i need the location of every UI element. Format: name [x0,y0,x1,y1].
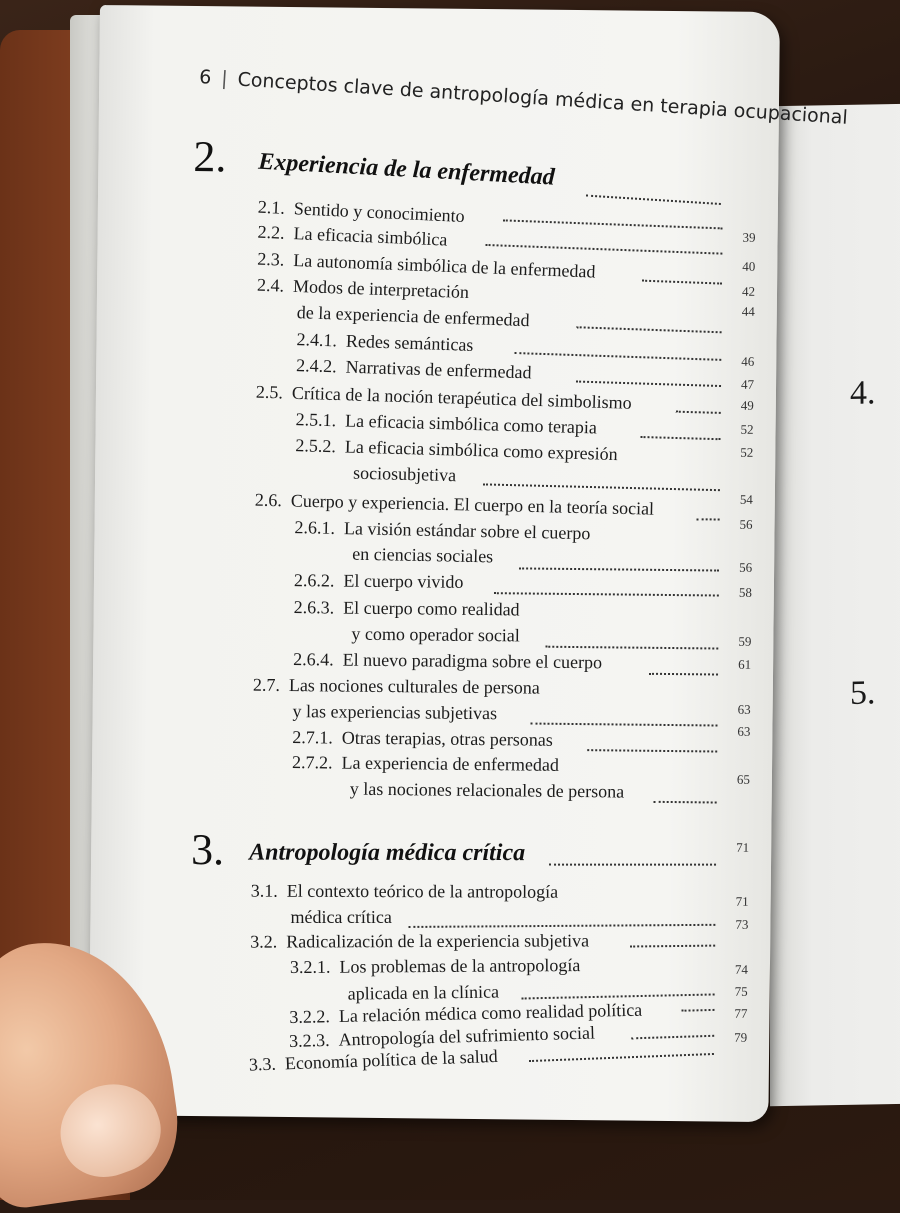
chapter-2-number: 2. [193,131,227,182]
toc-page-2-6-4: 61 [738,656,752,672]
toc-page-2-2: 40 [742,258,756,274]
toc-leader [631,1035,714,1040]
toc-entry-2-5-2: 2.5.2. La eficacia simbólica como expresión [295,435,618,465]
toc-entry-2-6-1: 2.6.1. La visión estándar sobre el cuerpo [294,517,591,544]
toc-entry-2-6-2: 2.6.2. El cuerpo vivido [293,570,464,592]
toc-entry-2-1: 2.1. Sentido y conocimiento [257,196,466,227]
toc-leader [576,380,721,387]
toc-leader [408,924,715,928]
toc-leader [649,673,718,676]
toc-page-2-4: 44 [741,303,755,319]
toc-leader [587,749,717,752]
book-page [88,5,849,1122]
toc-page-2-5-2: 52 [740,444,754,460]
toc-page-2-7: 63 [737,701,751,717]
toc-leader [640,436,720,440]
toc-entry-3-3: 3.3. Economía política de la salud [248,1045,499,1075]
toc-page-2-6-3: 59 [738,633,752,649]
toc-entry-2-4-2: 2.4.2. Narrativas de enfermedad [295,355,532,383]
toc-leader [522,993,715,999]
right-chapter-4: 4. [850,374,876,412]
toc-entry-2-4-1: 2.4.1. Redes semánticas [296,329,474,355]
chapter-2-title: Experiencia de la enfermedad [257,148,556,191]
toc-entry-3-2: 3.2. Radicalización de la experiencia subjetiva [250,930,590,952]
toc-entry-2-7-2-cont: y las nociones relacionales de persona [349,778,625,802]
toc-page-2-7-2: 65 [736,771,751,787]
right-chapter-5: 5. [850,674,876,712]
toc-page-3-3: 79 [734,1029,748,1045]
toc-page-2-4-2: 47 [740,376,755,392]
header-page-number: 6 [198,66,213,89]
toc-entry-2-5-2-cont: sociosubjetiva [352,462,457,486]
toc-leader [676,411,721,414]
toc-page-3-2-1: 74 [734,961,749,977]
toc-leader [654,801,717,804]
toc-page-3-2-3: 77 [734,1005,748,1021]
toc-leader [577,326,722,333]
toc-leader [681,1009,714,1012]
toc-entry-2-7: 2.7. Las nociones culturales de persona [252,674,540,698]
toc-page-2-6: 54 [739,491,753,507]
toc-entry-2-6-3-cont: y como operador social [351,623,520,646]
toc-entry-3-2-2: 3.2.2. La relación médica como realidad política [289,999,643,1028]
toc-leader [494,592,719,596]
toc-page-2-7-1: 63 [737,723,751,739]
toc-page-2-6-1: 56 [739,559,753,575]
toc-entry-2-6-4: 2.6.4. El nuevo paradigma sobre el cuerpo [293,649,603,673]
toc-entry-2-5: 2.5. Crítica de la noción terapéutica del simbolismo [255,381,633,413]
toc-leader [697,518,720,520]
toc-leader [503,219,723,229]
toc-page-3-2-2: 75 [734,983,748,999]
toc-entry-2-3: 2.3. La autonomía simbólica de la enfermedad [256,248,596,282]
toc-entry-2-4: 2.4. Modos de interpretación [256,274,470,303]
toc-entry-3-2-1: 3.2.1. Los problemas de la antropología [289,955,581,978]
toc-entry-2-6-3: 2.6.3. El cuerpo como realidad [293,597,520,620]
toc-entry-2-2: 2.2. La eficacia simbólica [257,221,448,250]
toc-page-2-6-2: 58 [738,584,752,600]
toc-page-2-4-1: 46 [741,353,755,369]
toc-page-3-2: 73 [735,916,749,932]
toc-entry-3-2-3: 3.2.3. Antropología del sufrimiento social [288,1022,596,1052]
toc-entry-3-1: 3.1. El contexto teórico de la antropología [250,880,559,902]
toc-page-extra: 56 [739,516,753,532]
table-of-contents [88,5,780,1122]
chapter-3-page: 71 [736,839,750,855]
toc-page-2-3: 42 [741,283,756,299]
toc-entry-2-7-2: 2.7.2. La experiencia de enfermedad [291,752,560,775]
toc-leader [530,723,717,727]
toc-leader [545,646,718,650]
chapter-3-number: 3. [190,825,225,875]
toc-entry-2-4-cont: de la experiencia de enfermedad [296,302,530,331]
toc-page-2-5: 49 [740,397,754,413]
toc-entry-3-1-cont: médica crítica [290,907,392,928]
toc-leader [483,483,720,491]
header-book-title: Conceptos clave de antropología médica en terapia ocupacional [236,68,849,129]
toc-leader [486,244,723,255]
chapter-3-leader [549,864,716,866]
chapter-3-title: Antropología médica crítica [249,839,526,867]
toc-page-2-1: 39 [742,229,756,245]
toc-entry-2-7-cont: y las experiencias subjetivas [292,701,498,724]
toc-entry-3-2-1-cont: aplicada en la clínica [347,981,500,1004]
toc-entry-2-6: 2.6. Cuerpo y experiencia. El cuerpo en la teoría social [254,489,655,519]
toc-entry-2-6-1-cont: en ciencias sociales [352,543,494,567]
toc-leader [519,567,719,571]
toc-leader [514,352,721,361]
toc-entry-2-7-1: 2.7.1. Otras terapias, otras personas [292,727,553,750]
toc-leader [630,945,715,948]
chapter-2-leader [586,195,721,205]
toc-entry-2-5-1: 2.5.1. La eficacia simbólica como terapia [295,409,598,438]
toc-leader [642,280,722,285]
right-page [770,104,900,1106]
toc-page-2-5-1: 52 [740,421,754,437]
toc-leader [529,1053,714,1062]
header-separator: | [220,67,229,90]
toc-page-3-1: 71 [735,893,749,909]
